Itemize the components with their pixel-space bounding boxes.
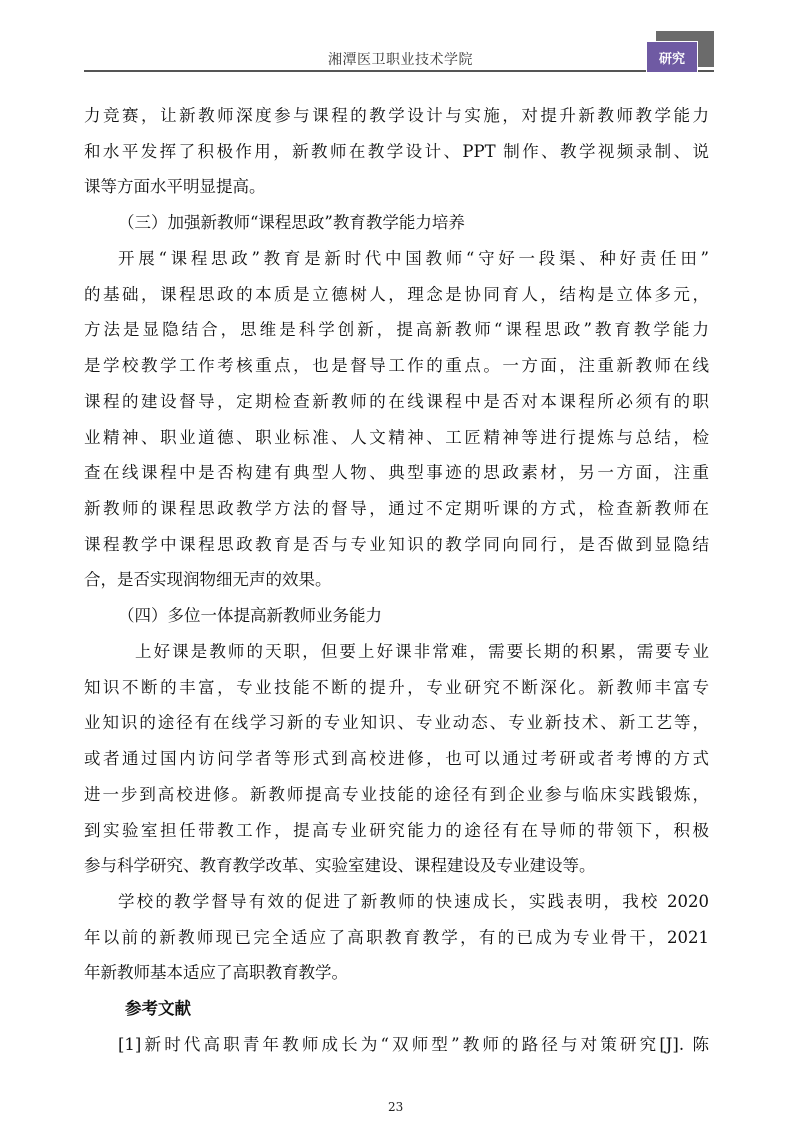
paragraph-line: 业知识的途径有在线学习新的专业知识、专业动态、专业新技术、新工艺等，: [84, 713, 709, 732]
header-institution: 湘潭医卫职业技术学院: [328, 52, 473, 68]
header-divider: [84, 70, 714, 72]
paragraph-line: 课程教学中课程思政教育是否与专业知识的教学同向同行，是否做到显隐结: [84, 535, 709, 554]
paragraph-line: 合，是否实现润物细无声的效果。: [84, 570, 332, 589]
paragraph-line: 业精神、职业道德、职业标准、人文精神、工匠精神等进行提炼与总结，检: [84, 428, 709, 447]
paragraph-line: 的基础，课程思政的本质是立德树人，理念是协同育人，结构是立体多元，: [84, 285, 709, 304]
paragraph-line: 课等方面水平明显提高。: [84, 177, 266, 196]
paragraph-line: 年新教师基本适应了高职教育教学。: [84, 963, 348, 982]
paragraph-line: 和水平发挥了积极作用，新教师在教学设计、PPT 制作、教学视频录制、说: [84, 142, 709, 161]
paragraph-line: 新教师的课程思政教学方法的督导，通过不定期听课的方式，检查新教师在: [84, 499, 709, 518]
references-heading: 参考文献: [125, 999, 191, 1018]
paragraph-line: 或者通过国内访问学者等形式到高校进修，也可以通过考研或者考博的方式: [84, 749, 709, 768]
paragraph-line: 参与科学研究、教育教学改革、实验室建设、课程建设及专业建设等。: [84, 856, 596, 875]
paragraph-line: 开展“课程思政”教育是新时代中国教师“守好一段渠、种好责任田”: [118, 249, 709, 268]
paragraph-line: 上好课是教师的天职，但要上好课非常难，需要长期的积累，需要专业: [135, 642, 709, 661]
paragraph-line: 是学校教学工作考核重点，也是督导工作的重点。一方面，注重新教师在线: [84, 356, 709, 375]
section-heading: （三）加强新教师“课程思政”教育教学能力培养: [118, 213, 465, 232]
logo-text: 研究: [658, 51, 685, 67]
section-heading: （四）多位一体提高新教师业务能力: [118, 606, 382, 625]
page-number: 23: [388, 1100, 404, 1114]
paragraph-line: 到实验室担任带教工作，提高专业研究能力的途径有在导师的带领下，积极: [84, 821, 709, 840]
logo-badge: [646, 41, 698, 73]
paragraph-line: 查在线课程中是否构建有典型人物、典型事迹的思政素材，另一方面，注重: [84, 463, 709, 482]
paragraph-line: 年以前的新教师现已完全适应了高职教育教学，有的已成为专业骨干，2021: [84, 928, 709, 947]
paragraph-line: 课程的建设督导，定期检查新教师的在线课程中是否对本课程所必须有的职: [84, 392, 709, 411]
paragraph-line: 方法是显隐结合，思维是科学创新，提高新教师“课程思政”教育教学能力: [84, 320, 709, 339]
reference-entry: [1]新时代高职青年教师成长为“双师型”教师的路径与对策研究[J]. 陈: [118, 1035, 709, 1054]
paragraph-line: 力竞赛，让新教师深度参与课程的教学设计与实施，对提升新教师教学能力: [84, 106, 709, 125]
paragraph-line: 进一步到高校进修。新教师提高专业技能的途径有到企业参与临床实践锻炼，: [84, 785, 709, 804]
paragraph-line: 学校的教学督导有效的促进了新教师的快速成长，实践表明，我校 2020: [118, 892, 709, 911]
research-logo: [646, 31, 714, 71]
paragraph-line: 知识不断的丰富，专业技能不断的提升，专业研究不断深化。新教师丰富专: [84, 678, 709, 697]
